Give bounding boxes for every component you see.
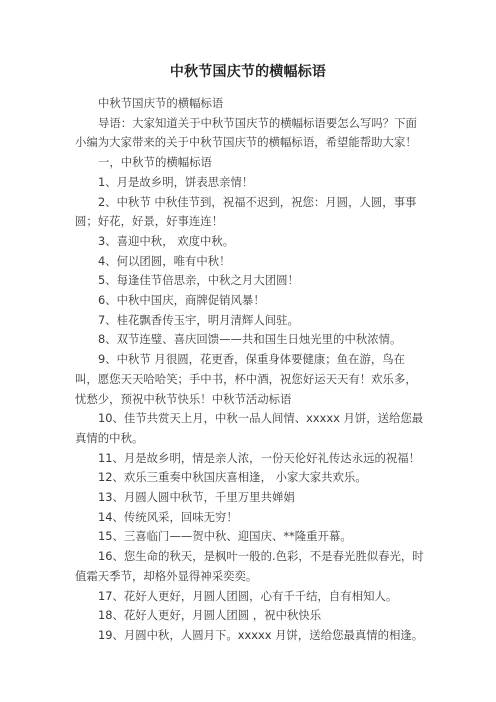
document-body [75, 94, 425, 646]
slogan-item-4: 4、何以团圆，唯有中秋！ [98, 253, 231, 268]
slogan-item-17: 17、花好人更好，月圆人团圆，心有千千结，自有相知人。 [98, 588, 398, 603]
slogan-item-2: 2、中秋节 中秋佳节到，祝福不迟到，祝您：月圆，人圆，事事圆；好花，好景，好事连连！ [75, 194, 417, 229]
slogan-item-15: 15、三喜临门——贺中秋、迎国庆、**隆重开幕。 [98, 529, 352, 544]
slogan-item-11: 11、月是故乡明，情是亲人浓，一份天伦好礼传达永远的祝福！ [98, 450, 421, 465]
slogan-item-19: 19、月圆中秋，人圆月下。xxxxx 月饼，送给您最真情的相逢。 [98, 627, 424, 642]
document-title: 中秋节国庆节的横幅标语 [169, 64, 327, 80]
slogan-item-7: 7、桂花飘香传玉宇，明月清辉人间驻。 [98, 312, 299, 327]
slogan-item-6: 6、中秋中国庆，商牌促销风暴！ [98, 293, 265, 308]
slogan-item-1: 1、月是故乡明，饼表思亲情！ [98, 174, 254, 189]
slogan-item-5: 5、每逢佳节倍思亲，中秋之月大团圆！ [98, 273, 299, 288]
section-heading: 一，中秋节的横幅标语 [98, 155, 212, 170]
slogan-item-9: 9、中秋节 月很圆，花更香，保重身体要健康；鱼在游，鸟在叫，愿您天天哈哈笑；手中书，杯中酒，祝您好运天天有！欢乐多，忧愁少，预祝中秋节快乐！中秋节活动标语 [75, 352, 417, 406]
slogan-item-16: 16、您生命的秋天，是枫叶一般的.色彩，不是春光胜似春光，时值霜天季节，却格外显得神采奕奕。 [75, 549, 424, 583]
slogan-item-3: 3、喜迎中秋， 欢度中秋。 [98, 233, 235, 248]
slogan-item-14: 14、传统风采，回味无穷！ [98, 509, 238, 524]
slogan-item-8: 8、双节连璧、喜庆回馈——共和国生日烛光里的中秋浓情。 [98, 332, 402, 347]
paragraph-intro: 导语：大家知道关于中秋节国庆节的横幅标语要怎么写吗？下面小编为大家带来的关于中秋节国庆节的横幅标语，希望能帮助大家！ [75, 115, 417, 150]
slogan-item-12: 12、欢乐三重奏中秋国庆喜相逢， 小家大家共欢乐。 [98, 470, 367, 485]
slogan-item-10: 10、佳节共赏天上月，中秋一品人间情、xxxxx 月饼，送给您最真情的中秋。 [75, 411, 424, 445]
slogan-item-18: 18、花好人更好，月圆人团圆 ，祝中秋快乐 [98, 608, 322, 623]
slogan-item-13: 13、月圆人圆中秋节，千里万里共婵娟 [98, 490, 295, 505]
paragraph-subtitle: 中秋节国庆节的横幅标语 [98, 96, 224, 110]
